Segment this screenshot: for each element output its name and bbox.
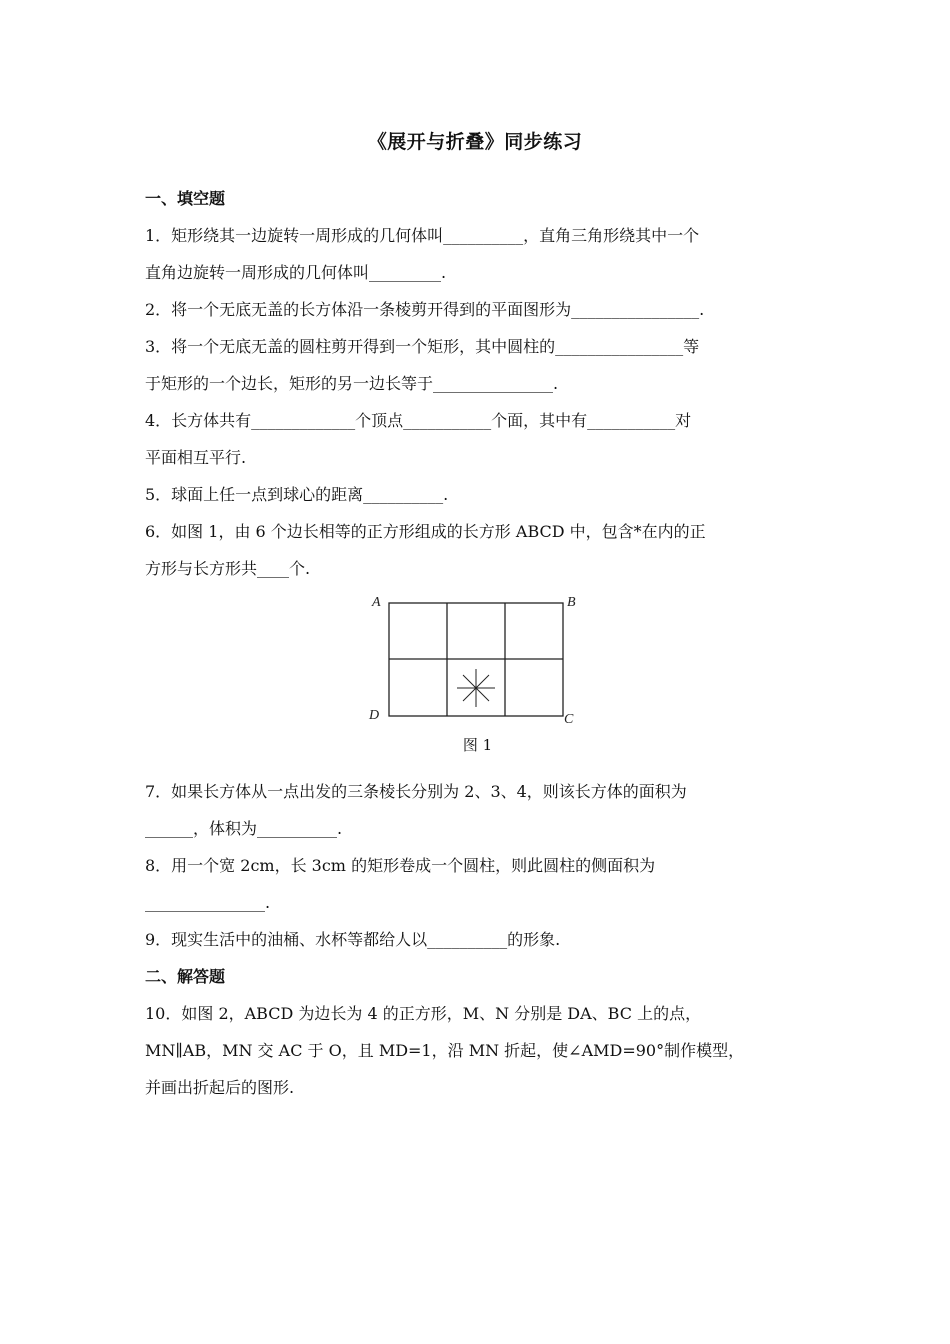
question-10-line-1: 10．如图 2，ABCD 为边长为 4 的正方形，M、N 分别是 DA、BC 上的点， [145, 1004, 702, 1023]
question-5: 5．球面上任一点到球心的距离__________. [145, 485, 449, 504]
question-3-line-2: 于矩形的一个边长，矩形的另一边长等于_______________. [145, 374, 559, 393]
question-6-line-1: 6．如图 1，由 6 个边长相等的正方形组成的长方形 ABCD 中，包含*在内的正 [145, 522, 706, 541]
question-7-line-1: 7．如果长方体从一点出发的三条棱长分别为 2、3、4，则该长方体的面积为 [145, 782, 687, 801]
label-a: A [372, 595, 381, 610]
question-4-line-2: 平面相互平行. [145, 448, 247, 467]
figure-1 [145, 587, 810, 773]
section-heading-answer: 二、解答题 [145, 967, 226, 986]
question-7-line-2: ______，体积为__________. [145, 819, 343, 838]
question-2: 2．将一个无底无盖的长方体沿一条棱剪开得到的平面图形为________________. [145, 300, 705, 319]
label-d: D [369, 708, 380, 723]
asterisk-icon [457, 669, 495, 707]
question-8-line-1: 8．用一个宽 2cm，长 3cm 的矩形卷成一个圆柱，则此圆柱的侧面积为 [145, 856, 656, 875]
label-b: B [567, 595, 576, 610]
section-heading-fill-blank: 一、填空题 [145, 189, 226, 208]
question-1-line-2: 直角边旋转一周形成的几何体叫_________. [145, 263, 447, 282]
figure-1-diagram [365, 591, 585, 725]
question-4-line-1: 4．长方体共有_____________个顶点___________个面，其中有___________对 [145, 411, 692, 430]
question-10-line-2: MN∥AB，MN 交 AC 于 O，且 MD=1，沿 MN 折起，使∠AMD=90°制作模型， [145, 1041, 745, 1060]
label-c: C [564, 712, 574, 725]
figure-1-caption: 图 1 [462, 736, 493, 754]
question-10-line-3: 并画出折起后的图形. [145, 1078, 295, 1097]
question-9: 9．现实生活中的油桶、水杯等都给人以__________的形象. [145, 930, 561, 949]
page-title: 《展开与折叠》同步练习 [367, 131, 583, 153]
question-8-line-2: _______________. [145, 893, 271, 912]
worksheet-content [145, 180, 810, 1106]
question-1-line-1: 1．矩形绕其一边旋转一周形成的几何体叫__________，直角三角形绕其中一个 [145, 226, 700, 245]
question-6-line-2: 方形与长方形共____个. [145, 559, 311, 578]
question-3-line-1: 3．将一个无底无盖的圆柱剪开得到一个矩形，其中圆柱的________________等 [145, 337, 700, 356]
